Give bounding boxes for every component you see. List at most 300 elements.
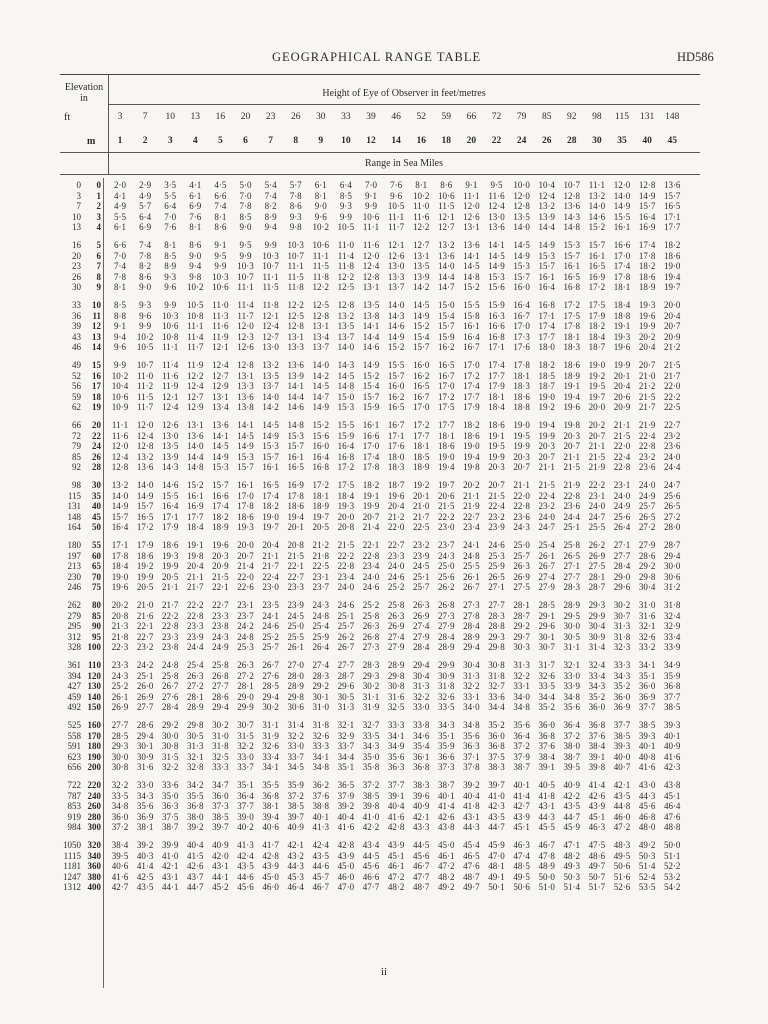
range-cell: 50·6 xyxy=(513,882,530,893)
range-cell: 24·7 xyxy=(538,522,555,533)
range-cell: 17·4 xyxy=(362,451,380,462)
table-row xyxy=(60,392,700,403)
range-cell: 44·5 xyxy=(412,840,430,850)
range-cell: 9·9 xyxy=(139,321,152,332)
range-cell: 15·7 xyxy=(638,201,656,212)
range-cell: 46·4 xyxy=(663,801,681,812)
range-cell: 12·1 xyxy=(438,211,455,222)
range-cell: 17·7 xyxy=(663,222,681,233)
range-cell: 15·4 xyxy=(438,310,455,321)
range-cell: 16·0 xyxy=(387,381,405,392)
range-cell: 33·0 xyxy=(563,670,581,681)
range-cell: 27·6 xyxy=(161,691,179,702)
range-cell: 23·6 xyxy=(663,441,681,452)
range-cell: 26·8 xyxy=(212,670,229,681)
range-cell: 11·1 xyxy=(262,271,279,282)
range-cell: 44·1 xyxy=(212,871,229,882)
range-cell: 42·2 xyxy=(563,790,581,801)
range-cell: 12·4 xyxy=(538,190,555,201)
range-cell: 18·6 xyxy=(463,430,480,441)
range-cell: 3·5 xyxy=(164,180,177,190)
range-cell: 39·1 xyxy=(588,751,606,762)
range-cell: 29·4 xyxy=(212,702,229,713)
range-cell: 45·0 xyxy=(262,871,279,882)
row-elevation-ft: 46 xyxy=(72,342,81,353)
range-cell: 41·6 xyxy=(638,762,656,773)
range-cell: 42·1 xyxy=(412,811,430,822)
range-cell: 11·9 xyxy=(162,381,179,392)
range-cell: 32·5 xyxy=(212,751,229,762)
range-cell: 44·3 xyxy=(287,861,304,872)
range-cell: 40·5 xyxy=(538,780,555,790)
range-cell: 30·7 xyxy=(613,610,631,621)
range-cell: 28·8 xyxy=(488,621,505,632)
range-cell: 43·9 xyxy=(337,850,355,861)
range-cell: 17·0 xyxy=(513,321,530,332)
range-cell: 17·5 xyxy=(588,300,606,310)
range-cell: 47·2 xyxy=(613,822,631,833)
column-header-ft: 92 xyxy=(567,112,577,122)
row-elevation-m: 40 xyxy=(92,501,101,512)
range-cell: 31·6 xyxy=(387,691,405,702)
range-cell: 13·4 xyxy=(212,402,229,413)
column-header-m: 10 xyxy=(341,136,351,146)
range-cell: 14·9 xyxy=(638,190,656,201)
range-cell: 24·7 xyxy=(588,511,606,522)
range-cell: 15·3 xyxy=(488,271,505,282)
range-cell: 14·9 xyxy=(237,441,254,452)
range-cell: 14·5 xyxy=(262,420,279,430)
range-cell: 9·6 xyxy=(114,342,126,353)
range-cell: 38·7 xyxy=(161,822,179,833)
range-cell: 19·0 xyxy=(513,420,530,430)
range-cell: 16·8 xyxy=(337,451,355,462)
range-cell: 10·7 xyxy=(287,250,304,261)
range-cell: 14·9 xyxy=(136,490,154,501)
range-cell: 31·5 xyxy=(161,751,179,762)
range-cell: 9·0 xyxy=(189,250,202,261)
range-cell: 19·9 xyxy=(362,501,380,512)
row-elevation-m: 45 xyxy=(92,511,101,522)
range-cell: 17·1 xyxy=(111,540,129,550)
range-cell: 11·1 xyxy=(362,222,380,233)
range-cell: 18·3 xyxy=(563,342,581,353)
range-cell: 43·8 xyxy=(663,780,681,790)
range-cell: 21·1 xyxy=(187,571,204,582)
range-cell: 35·1 xyxy=(438,730,455,741)
range-cell: 35·9 xyxy=(438,741,455,752)
range-cell: 29·2 xyxy=(638,561,656,572)
range-cell: 19·9 xyxy=(638,321,656,332)
range-cell: 34·8 xyxy=(463,720,480,730)
range-cell: 24·4 xyxy=(563,511,581,522)
range-cell: 27·7 xyxy=(337,660,355,670)
range-cell: 19·2 xyxy=(538,402,555,413)
range-cell: 46·0 xyxy=(337,871,355,882)
row-elevation-ft: 246 xyxy=(67,582,81,593)
range-cell: 24·0 xyxy=(337,582,355,593)
table-row xyxy=(60,321,700,332)
column-header-m: 8 xyxy=(293,136,299,146)
range-cell: 27·2 xyxy=(187,681,204,692)
column-header-m: 24 xyxy=(516,136,527,146)
row-elevation-m: 65 xyxy=(92,561,101,572)
range-cell: 12·8 xyxy=(362,271,380,282)
range-cell: 43·5 xyxy=(613,790,631,801)
table-row xyxy=(60,501,700,512)
range-cell: 27·3 xyxy=(438,610,455,621)
range-cell: 9·4 xyxy=(114,331,126,342)
range-cell: 41·4 xyxy=(438,801,455,812)
range-cell: 10·6 xyxy=(438,190,455,201)
range-cell: 9·9 xyxy=(114,360,126,370)
range-cell: 20·4 xyxy=(262,540,279,550)
range-cell: 17·0 xyxy=(237,490,254,501)
column-header-ft: 16 xyxy=(215,112,226,122)
range-cell: 25·0 xyxy=(287,621,304,632)
range-cell: 14·4 xyxy=(187,451,204,462)
range-cell: 15·5 xyxy=(387,360,405,370)
range-cell: 24·9 xyxy=(212,642,229,653)
range-cell: 23·9 xyxy=(412,550,430,561)
range-cell: 9·8 xyxy=(189,271,202,282)
row-elevation-m: 15 xyxy=(92,360,101,370)
range-cell: 32·4 xyxy=(588,660,606,670)
range-cell: 31·8 xyxy=(488,670,505,681)
range-cell: 44·7 xyxy=(563,811,581,822)
range-cell: 22·4 xyxy=(538,490,555,501)
range-cell: 25·1 xyxy=(337,610,355,621)
range-cell: 43·8 xyxy=(438,822,455,833)
range-cell: 36·8 xyxy=(663,681,681,692)
range-cell: 21·5 xyxy=(337,540,355,550)
range-cell: 32·2 xyxy=(111,780,129,790)
range-cell: 48·2 xyxy=(563,850,581,861)
range-cell: 16·4 xyxy=(161,501,179,512)
range-cell: 22·6 xyxy=(237,582,254,593)
range-cell: 43·2 xyxy=(287,850,304,861)
range-cell: 34·1 xyxy=(387,730,405,741)
range-cell: 14·1 xyxy=(362,321,380,332)
range-cell: 9·9 xyxy=(365,201,377,212)
range-cell: 41·0 xyxy=(161,850,179,861)
range-cell: 38·4 xyxy=(588,741,606,752)
range-cell: 21·1 xyxy=(262,550,279,561)
range-cell: 27·3 xyxy=(463,600,480,610)
range-cell: 20·7 xyxy=(362,511,380,522)
range-cell: 17·2 xyxy=(136,522,154,533)
range-cell: 42·1 xyxy=(287,840,304,850)
range-cell: 18·6 xyxy=(663,250,681,261)
range-cell: 19·9 xyxy=(613,360,631,370)
range-cell: 17·2 xyxy=(588,282,606,293)
range-cell: 40·7 xyxy=(613,762,631,773)
range-cell: 26·2 xyxy=(438,582,455,593)
range-cell: 39·6 xyxy=(412,790,430,801)
range-cell: 43·5 xyxy=(312,850,330,861)
column-header-ft: 59 xyxy=(441,112,452,122)
table-row xyxy=(60,201,700,212)
range-cell: 13·0 xyxy=(161,430,179,441)
row-elevation-m: 26 xyxy=(92,451,101,462)
range-cell: 27·7 xyxy=(212,681,229,692)
range-cell: 16·8 xyxy=(312,462,330,473)
range-cell: 23·4 xyxy=(463,522,480,533)
range-cell: 29·4 xyxy=(663,550,681,561)
range-cell: 24·3 xyxy=(438,550,455,561)
range-cell: 9·0 xyxy=(139,282,152,293)
range-cell: 15·7 xyxy=(287,441,304,452)
range-cell: 26·8 xyxy=(438,600,455,610)
table-row xyxy=(60,512,700,523)
range-cell: 18·7 xyxy=(588,342,606,353)
range-cell: 25·7 xyxy=(337,621,355,632)
range-cell: 9·1 xyxy=(465,180,478,190)
row-elevation-m: 1 xyxy=(96,190,101,201)
range-cell: 13·5 xyxy=(161,441,179,452)
range-cell: 30·2 xyxy=(262,702,279,713)
range-cell: 16·2 xyxy=(412,370,430,381)
range-cell: 22·2 xyxy=(187,600,204,610)
range-cell: 39·0 xyxy=(237,811,254,822)
range-cell: 42·8 xyxy=(387,822,405,833)
range-cell: 11·8 xyxy=(287,282,304,293)
range-cell: 4·1 xyxy=(114,190,126,201)
range-cell: 36·0 xyxy=(588,702,606,713)
range-cell: 44·5 xyxy=(362,850,380,861)
range-cell: 10·3 xyxy=(287,240,304,250)
range-cell: 42·7 xyxy=(111,882,129,893)
range-cell: 14·5 xyxy=(312,381,330,392)
row-elevation-ft: 230 xyxy=(67,571,81,582)
range-cell: 15·3 xyxy=(212,462,229,473)
range-cell: 33·0 xyxy=(287,741,304,752)
document-code: HD586 xyxy=(677,50,714,64)
range-cell: 19·6 xyxy=(111,582,129,593)
range-cell: 20·7 xyxy=(538,451,555,462)
row-elevation-m: 60 xyxy=(92,550,101,561)
range-cell: 47·7 xyxy=(362,882,380,893)
range-cell: 16·5 xyxy=(262,480,279,490)
range-cell: 29·9 xyxy=(588,610,606,621)
table-row xyxy=(60,861,700,872)
range-cell: 9·3 xyxy=(339,201,352,212)
range-cell: 16·1 xyxy=(237,480,254,490)
range-cell: 29·4 xyxy=(463,642,480,653)
range-cell: 11·7 xyxy=(187,342,204,353)
range-cell: 25·5 xyxy=(287,631,304,642)
range-cell: 19·4 xyxy=(663,271,681,282)
range-cell: 35·9 xyxy=(287,780,304,790)
range-cell: 35·2 xyxy=(488,720,505,730)
range-cell: 33·4 xyxy=(663,631,681,642)
range-cell: 30·8 xyxy=(387,681,405,692)
table-row xyxy=(60,480,700,491)
range-cell: 16·7 xyxy=(463,342,480,353)
range-cell: 31·8 xyxy=(312,720,330,730)
range-cell: 31·4 xyxy=(588,642,606,653)
range-cell: 23·4 xyxy=(337,571,355,582)
range-cell: 50·0 xyxy=(538,871,555,882)
range-cell: 15·3 xyxy=(337,402,355,413)
range-cell: 18·8 xyxy=(613,310,631,321)
range-cell: 48·2 xyxy=(438,871,455,882)
range-cell: 35·8 xyxy=(362,762,380,773)
row-elevation-m: 120 xyxy=(87,670,101,681)
range-cell: 35·6 xyxy=(513,720,530,730)
range-cell: 9·6 xyxy=(164,282,177,293)
range-cell: 18·6 xyxy=(488,420,505,430)
row-elevation-ft: 197 xyxy=(67,550,81,561)
range-cell: 35·2 xyxy=(613,681,631,692)
range-cell: 29·4 xyxy=(136,730,154,741)
range-cell: 27·9 xyxy=(412,631,430,642)
range-cell: 14·5 xyxy=(212,441,229,452)
range-cell: 29·3 xyxy=(362,670,380,681)
range-cell: 27·4 xyxy=(412,621,430,632)
range-cell: 20·0 xyxy=(337,511,355,522)
range-cell: 34·4 xyxy=(337,751,355,762)
row-elevation-ft: 13 xyxy=(72,222,81,233)
range-cell: 21·5 xyxy=(438,501,455,512)
range-cell: 17·5 xyxy=(438,402,455,413)
table-row xyxy=(60,251,700,262)
range-cell: 13·5 xyxy=(513,211,530,222)
table-row xyxy=(60,702,700,713)
range-cell: 24·1 xyxy=(262,610,279,621)
range-cell: 9·4 xyxy=(189,261,202,272)
range-cell: 35·9 xyxy=(663,670,681,681)
range-cell: 26·9 xyxy=(513,571,530,582)
range-cell: 17·2 xyxy=(463,370,480,381)
range-cell: 41·6 xyxy=(111,871,129,882)
range-cell: 28·6 xyxy=(212,691,229,702)
range-label: Range in Sea Miles xyxy=(364,158,444,169)
range-cell: 25·8 xyxy=(387,600,405,610)
range-cell: 13·3 xyxy=(237,381,254,392)
range-cell: 34·1 xyxy=(312,751,330,762)
range-cell: 12·4 xyxy=(212,360,229,370)
row-elevation-m: 280 xyxy=(87,811,101,822)
range-cell: 16·9 xyxy=(187,501,204,512)
range-cell: 37·7 xyxy=(237,801,254,812)
range-cell: 18·3 xyxy=(513,381,530,392)
table-row xyxy=(60,582,700,593)
range-cell: 32·1 xyxy=(187,751,204,762)
range-cell: 16·5 xyxy=(387,402,405,413)
range-cell: 22·3 xyxy=(111,642,129,653)
range-cell: 19·8 xyxy=(563,420,581,430)
range-cell: 23·9 xyxy=(287,600,304,610)
range-cell: 40·1 xyxy=(663,730,681,741)
range-cell: 18·8 xyxy=(513,402,530,413)
range-cell: 15·7 xyxy=(438,321,455,332)
range-cell: 17·7 xyxy=(463,391,480,402)
range-cell: 34·2 xyxy=(187,780,204,790)
row-elevation-m: 2 xyxy=(96,201,101,212)
range-cell: 16·9 xyxy=(638,222,656,233)
range-cell: 49·1 xyxy=(488,871,505,882)
range-cell: 19·2 xyxy=(412,480,430,490)
row-elevation-ft: 26 xyxy=(72,271,81,282)
range-cell: 17·2 xyxy=(312,480,330,490)
range-cell: 20·7 xyxy=(638,360,656,370)
range-cell: 12·2 xyxy=(337,271,355,282)
range-cell: 17·2 xyxy=(337,462,355,473)
range-cell: 45·2 xyxy=(212,882,229,893)
range-cell: 12·8 xyxy=(111,462,129,473)
range-cell: 24·7 xyxy=(663,480,681,490)
range-cell: 19·0 xyxy=(538,391,555,402)
range-cell: 5·7 xyxy=(139,201,152,212)
range-cell: 23·3 xyxy=(111,660,129,670)
range-cell: 16·1 xyxy=(287,451,304,462)
row-elevation-ft: 787 xyxy=(67,790,81,801)
range-cell: 18·1 xyxy=(438,430,455,441)
range-cell: 12·9 xyxy=(212,381,229,392)
range-cell: 16·4 xyxy=(111,522,129,533)
range-cell: 40·9 xyxy=(663,741,681,752)
row-elevation-ft: 30 xyxy=(72,282,81,293)
range-cell: 19·7 xyxy=(438,480,455,490)
range-cell: 20·8 xyxy=(111,610,129,621)
range-cell: 12·8 xyxy=(237,360,254,370)
column-header-m: 18 xyxy=(441,136,452,146)
range-cell: 4·9 xyxy=(139,190,152,201)
range-cell: 21·0 xyxy=(412,501,430,512)
range-cell: 38·0 xyxy=(563,741,581,752)
range-cell: 18·9 xyxy=(312,501,330,512)
range-cell: 14·5 xyxy=(488,250,505,261)
range-cell: 23·3 xyxy=(387,550,405,561)
range-cell: 8·9 xyxy=(264,211,277,222)
range-cell: 19·9 xyxy=(136,571,154,582)
range-cell: 24·0 xyxy=(588,501,606,512)
range-cell: 38·5 xyxy=(638,720,656,730)
range-cell: 38·3 xyxy=(412,780,430,790)
range-cell: 15·7 xyxy=(387,370,405,381)
range-cell: 41·6 xyxy=(337,822,355,833)
range-cell: 8·6 xyxy=(189,240,202,250)
range-cell: 35·1 xyxy=(237,780,254,790)
column-header-ft: 72 xyxy=(491,112,502,122)
range-cell: 14·3 xyxy=(387,310,405,321)
range-cell: 26·3 xyxy=(362,621,380,632)
range-cell: 25·0 xyxy=(438,561,455,572)
range-cell: 45·1 xyxy=(663,790,681,801)
range-cell: 25·6 xyxy=(613,511,631,522)
range-cell: 26·9 xyxy=(111,702,129,713)
range-cell: 48·8 xyxy=(663,822,681,833)
range-cell: 15·3 xyxy=(513,261,530,272)
range-cell: 46·8 xyxy=(638,811,656,822)
range-cell: 13·7 xyxy=(337,331,355,342)
range-cell: 44·1 xyxy=(161,882,179,893)
range-cell: 25·1 xyxy=(136,670,154,681)
row-elevation-ft: 1115 xyxy=(63,850,81,861)
range-cell: 37·1 xyxy=(463,751,480,762)
range-cell: 21·0 xyxy=(136,600,154,610)
range-cell: 32·7 xyxy=(362,720,380,730)
range-cell: 45·1 xyxy=(513,822,530,833)
row-elevation-ft: 59 xyxy=(72,391,81,402)
range-cell: 16·8 xyxy=(488,331,505,342)
range-cell: 23·7 xyxy=(438,540,455,550)
page-title: GEOGRAPHICAL RANGE TABLE xyxy=(272,50,482,64)
table-row xyxy=(60,632,700,643)
range-cell: 28·9 xyxy=(463,631,480,642)
range-cell: 12·2 xyxy=(412,222,430,233)
